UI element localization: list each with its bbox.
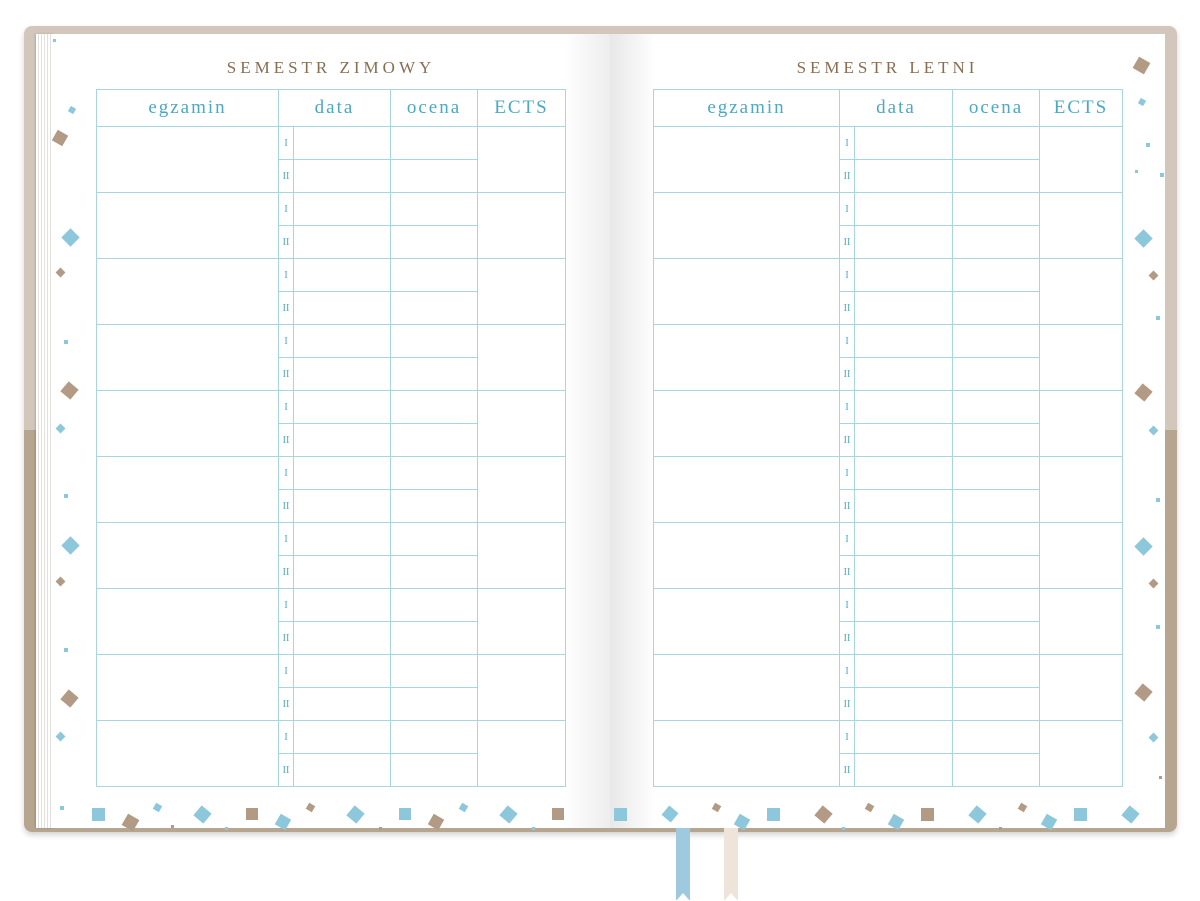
ects-cell[interactable] <box>1040 193 1123 259</box>
grade-cell[interactable] <box>391 127 478 160</box>
confetti-square <box>1146 143 1150 147</box>
grade-cell[interactable] <box>391 391 478 424</box>
session-label: I <box>279 325 294 358</box>
date-cell[interactable] <box>855 589 953 622</box>
left-page <box>52 34 610 828</box>
grade-cell[interactable] <box>391 688 478 721</box>
ects-cell[interactable] <box>1040 127 1123 193</box>
date-cell[interactable] <box>855 754 953 787</box>
date-cell[interactable] <box>294 622 391 655</box>
grade-cell[interactable] <box>391 325 478 358</box>
date-cell[interactable] <box>294 193 391 226</box>
date-cell[interactable] <box>855 523 953 556</box>
confetti-square <box>64 648 68 652</box>
date-cell[interactable] <box>294 358 391 391</box>
date-cell[interactable] <box>855 622 953 655</box>
session-label: II <box>840 490 855 523</box>
session-label: I <box>840 325 855 358</box>
session-label: I <box>840 523 855 556</box>
grade-cell[interactable] <box>391 754 478 787</box>
exam-session-row <box>97 589 566 622</box>
session-label: II <box>840 688 855 721</box>
date-cell[interactable] <box>294 589 391 622</box>
exam-session-row <box>654 655 1123 688</box>
date-cell[interactable] <box>855 193 953 226</box>
exam-name-cell[interactable] <box>97 457 279 523</box>
grade-cell[interactable] <box>953 589 1040 622</box>
exam-name-cell[interactable] <box>654 127 840 193</box>
session-label: II <box>279 160 294 193</box>
confetti-square <box>1156 316 1160 320</box>
grade-cell[interactable] <box>391 556 478 589</box>
exam-session-row <box>97 127 566 160</box>
left-page-title: SEMESTR ZIMOWY <box>226 58 436 77</box>
grade-cell[interactable] <box>953 556 1040 589</box>
date-cell[interactable] <box>855 358 953 391</box>
exam-session-row <box>97 523 566 556</box>
ects-cell[interactable] <box>478 721 566 787</box>
confetti-square <box>92 808 105 821</box>
confetti-square <box>171 825 174 828</box>
ects-cell[interactable] <box>478 655 566 721</box>
header-data: data <box>840 90 953 127</box>
session-label: I <box>840 721 855 754</box>
exam-name-cell[interactable] <box>97 193 279 259</box>
ects-cell[interactable] <box>1040 523 1123 589</box>
grade-cell[interactable] <box>953 193 1040 226</box>
bookmark-ribbon-cream[interactable] <box>724 828 738 900</box>
grade-cell[interactable] <box>391 292 478 325</box>
confetti-square <box>614 808 627 821</box>
grade-cell[interactable] <box>953 325 1040 358</box>
exam-name-cell[interactable] <box>97 721 279 787</box>
exam-name-cell[interactable] <box>97 589 279 655</box>
confetti-square <box>552 808 564 820</box>
exam-session-row <box>654 325 1123 358</box>
exam-session-row <box>654 523 1123 556</box>
exam-session-row <box>97 655 566 688</box>
date-cell[interactable] <box>294 292 391 325</box>
ects-cell[interactable] <box>478 325 566 391</box>
confetti-square <box>246 808 258 820</box>
ects-cell[interactable] <box>1040 655 1123 721</box>
session-label: I <box>279 589 294 622</box>
exam-name-cell[interactable] <box>654 391 840 457</box>
grade-cell[interactable] <box>391 424 478 457</box>
session-label: I <box>279 193 294 226</box>
session-label: I <box>840 259 855 292</box>
exam-session-row <box>97 259 566 292</box>
header-ects: ECTS <box>478 90 566 127</box>
date-cell[interactable] <box>294 424 391 457</box>
session-label: II <box>279 490 294 523</box>
confetti-square <box>1160 173 1164 177</box>
exam-name-cell[interactable] <box>654 721 840 787</box>
ects-cell[interactable] <box>1040 325 1123 391</box>
grade-cell[interactable] <box>953 127 1040 160</box>
date-cell[interactable] <box>294 490 391 523</box>
date-cell[interactable] <box>855 556 953 589</box>
confetti-square <box>1159 776 1162 779</box>
date-cell[interactable] <box>855 424 953 457</box>
date-cell[interactable] <box>294 556 391 589</box>
session-label: I <box>279 721 294 754</box>
confetti-square <box>767 808 780 821</box>
date-cell[interactable] <box>294 754 391 787</box>
ects-cell[interactable] <box>1040 391 1123 457</box>
confetti-square <box>64 494 68 498</box>
session-label: I <box>279 391 294 424</box>
session-label: I <box>840 589 855 622</box>
exam-name-cell[interactable] <box>654 193 840 259</box>
date-cell[interactable] <box>294 325 391 358</box>
date-cell[interactable] <box>855 457 953 490</box>
grade-cell[interactable] <box>953 391 1040 424</box>
ects-cell[interactable] <box>478 457 566 523</box>
left-exam-table <box>96 89 566 787</box>
session-label: I <box>279 127 294 160</box>
session-label: I <box>840 127 855 160</box>
grade-cell[interactable] <box>953 424 1040 457</box>
grade-cell[interactable] <box>953 259 1040 292</box>
ects-cell[interactable] <box>478 589 566 655</box>
grade-cell[interactable] <box>953 523 1040 556</box>
date-cell[interactable] <box>294 160 391 193</box>
grade-cell[interactable] <box>391 358 478 391</box>
exam-session-row <box>97 721 566 754</box>
session-label: II <box>840 754 855 787</box>
session-label: II <box>279 556 294 589</box>
header-egzamin: egzamin <box>654 90 840 127</box>
exam-name-cell[interactable] <box>654 589 840 655</box>
right-table-body <box>654 127 1123 787</box>
session-label: II <box>840 424 855 457</box>
exam-name-cell[interactable] <box>97 127 279 193</box>
session-label: II <box>840 622 855 655</box>
date-cell[interactable] <box>855 655 953 688</box>
session-label: II <box>279 754 294 787</box>
confetti-square <box>1156 625 1160 629</box>
session-label: II <box>279 688 294 721</box>
confetti-square <box>1074 808 1087 821</box>
grade-cell[interactable] <box>391 193 478 226</box>
exam-name-cell[interactable] <box>654 655 840 721</box>
left-header-row <box>97 90 566 127</box>
header-data: data <box>279 90 391 127</box>
header-ects: ECTS <box>1040 90 1123 127</box>
confetti-square <box>64 340 68 344</box>
grade-cell[interactable] <box>953 622 1040 655</box>
right-exam-table <box>653 89 1123 787</box>
grade-cell[interactable] <box>391 523 478 556</box>
session-label: I <box>279 523 294 556</box>
confetti-square <box>225 827 228 830</box>
session-label: II <box>840 556 855 589</box>
date-cell[interactable] <box>294 688 391 721</box>
date-cell[interactable] <box>294 226 391 259</box>
session-label: II <box>840 358 855 391</box>
date-cell[interactable] <box>855 259 953 292</box>
confetti-square <box>53 39 56 42</box>
grade-cell[interactable] <box>953 292 1040 325</box>
exam-name-cell[interactable] <box>654 325 840 391</box>
ects-cell[interactable] <box>478 193 566 259</box>
date-cell[interactable] <box>855 688 953 721</box>
exam-name-cell[interactable] <box>654 523 840 589</box>
gutter-shadow <box>564 34 610 828</box>
header-ocena: ocena <box>953 90 1040 127</box>
right-page-title: SEMESTR LETNI <box>796 58 979 77</box>
grade-cell[interactable] <box>391 622 478 655</box>
ects-cell[interactable] <box>478 391 566 457</box>
ects-cell[interactable] <box>1040 721 1123 787</box>
grade-cell[interactable] <box>391 589 478 622</box>
grade-cell[interactable] <box>953 490 1040 523</box>
date-cell[interactable] <box>855 721 953 754</box>
exam-session-row <box>97 193 566 226</box>
header-ocena: ocena <box>391 90 478 127</box>
exam-session-row <box>654 589 1123 622</box>
exam-name-cell[interactable] <box>654 259 840 325</box>
session-label: II <box>279 226 294 259</box>
session-label: I <box>840 457 855 490</box>
grade-cell[interactable] <box>391 721 478 754</box>
date-cell[interactable] <box>855 325 953 358</box>
date-cell[interactable] <box>294 259 391 292</box>
date-cell[interactable] <box>855 490 953 523</box>
grade-cell[interactable] <box>953 721 1040 754</box>
ects-cell[interactable] <box>1040 589 1123 655</box>
grade-cell[interactable] <box>953 358 1040 391</box>
grade-cell[interactable] <box>391 259 478 292</box>
grade-cell[interactable] <box>391 655 478 688</box>
exam-session-row <box>97 325 566 358</box>
date-cell[interactable] <box>294 655 391 688</box>
exam-name-cell[interactable] <box>97 391 279 457</box>
exam-session-row <box>97 457 566 490</box>
right-header-row <box>654 90 1123 127</box>
ects-cell[interactable] <box>1040 259 1123 325</box>
date-cell[interactable] <box>855 391 953 424</box>
gutter-shadow <box>610 34 656 828</box>
exam-session-row <box>654 721 1123 754</box>
confetti-square <box>60 806 64 810</box>
exam-name-cell[interactable] <box>97 655 279 721</box>
exam-session-row <box>654 259 1123 292</box>
date-cell[interactable] <box>855 226 953 259</box>
session-label: I <box>840 193 855 226</box>
grade-cell[interactable] <box>391 160 478 193</box>
grade-cell[interactable] <box>953 160 1040 193</box>
confetti-square <box>379 827 382 830</box>
session-label: II <box>840 226 855 259</box>
date-cell[interactable] <box>294 391 391 424</box>
confetti-square <box>921 808 934 821</box>
grade-cell[interactable] <box>953 655 1040 688</box>
right-page <box>610 34 1165 828</box>
ects-cell[interactable] <box>478 127 566 193</box>
session-label: II <box>279 424 294 457</box>
session-label: II <box>279 622 294 655</box>
confetti-square <box>1135 170 1138 173</box>
session-label: I <box>279 259 294 292</box>
confetti-square <box>999 827 1002 830</box>
exam-session-row <box>654 391 1123 424</box>
exam-name-cell[interactable] <box>654 457 840 523</box>
grade-cell[interactable] <box>391 226 478 259</box>
grade-cell[interactable] <box>391 457 478 490</box>
confetti-square <box>842 827 845 830</box>
date-cell[interactable] <box>294 721 391 754</box>
confetti-square <box>399 808 411 820</box>
confetti-square <box>1156 498 1160 502</box>
exam-session-row <box>654 127 1123 160</box>
exam-session-row <box>654 193 1123 226</box>
ects-cell[interactable] <box>478 523 566 589</box>
exam-session-row <box>97 391 566 424</box>
date-cell[interactable] <box>294 457 391 490</box>
exam-name-cell[interactable] <box>97 259 279 325</box>
session-label: II <box>279 358 294 391</box>
grade-cell[interactable] <box>953 688 1040 721</box>
date-cell[interactable] <box>294 127 391 160</box>
session-label: II <box>279 292 294 325</box>
session-label: I <box>279 457 294 490</box>
grade-cell[interactable] <box>953 457 1040 490</box>
date-cell[interactable] <box>855 127 953 160</box>
session-label: I <box>279 655 294 688</box>
date-cell[interactable] <box>855 292 953 325</box>
header-egzamin: egzamin <box>97 90 279 127</box>
grade-cell[interactable] <box>953 754 1040 787</box>
ects-cell[interactable] <box>1040 457 1123 523</box>
exam-name-cell[interactable] <box>97 523 279 589</box>
exam-session-row <box>654 457 1123 490</box>
session-label: I <box>840 655 855 688</box>
session-label: II <box>840 160 855 193</box>
exam-name-cell[interactable] <box>97 325 279 391</box>
left-table-body <box>97 127 566 787</box>
confetti-square <box>532 827 535 830</box>
bookmark-ribbon-blue[interactable] <box>676 828 690 900</box>
grade-cell[interactable] <box>953 226 1040 259</box>
ects-cell[interactable] <box>478 259 566 325</box>
session-label: I <box>840 391 855 424</box>
date-cell[interactable] <box>855 160 953 193</box>
date-cell[interactable] <box>294 523 391 556</box>
session-label: II <box>840 292 855 325</box>
grade-cell[interactable] <box>391 490 478 523</box>
